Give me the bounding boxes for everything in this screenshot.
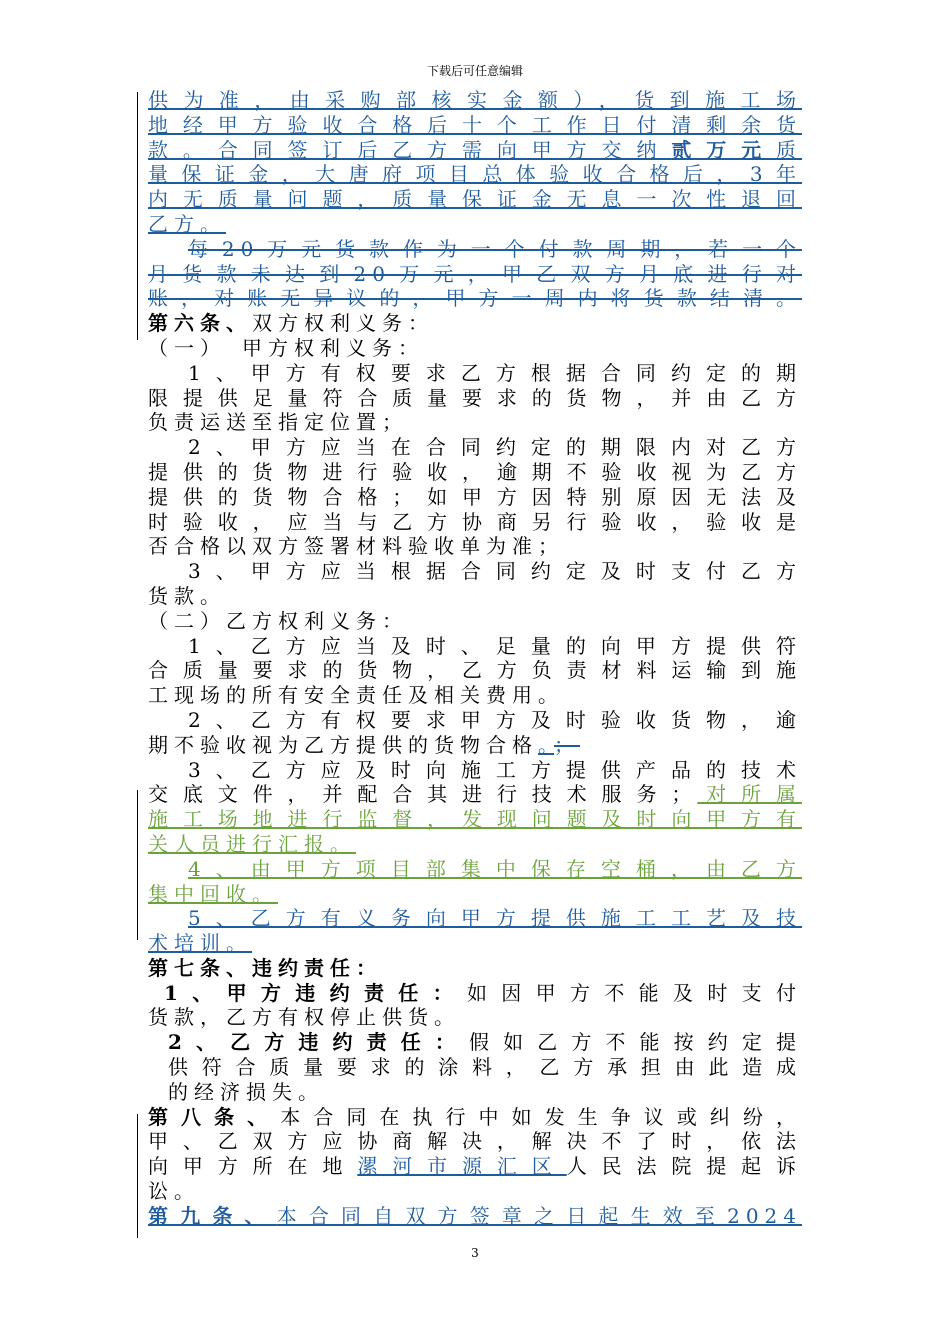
text-span: 质 bbox=[776, 137, 803, 162]
deleted-text: ； bbox=[554, 732, 580, 757]
text-line: 否合格以双方签署材料验收单为准； bbox=[148, 534, 564, 559]
change-bar bbox=[137, 1114, 138, 1238]
article-label: 第六条、 bbox=[148, 311, 252, 336]
text-line: 供符合质量要求的涂料，乙方承担由此造成 bbox=[168, 1055, 802, 1080]
text-span: 本合同自双方签章之日起生效至2024 bbox=[276, 1203, 802, 1228]
text-line: 乙方。 bbox=[148, 211, 226, 236]
text-line: 2、乙方有权要求甲方及时验收货物，逾 bbox=[188, 707, 802, 732]
article-title bbox=[148, 311, 802, 336]
contract-body bbox=[148, 88, 802, 1229]
text-line: 3、甲方应当根据合同约定及时支付乙方 bbox=[188, 559, 802, 584]
text-line bbox=[148, 981, 802, 1006]
text-line: 甲、乙双方应协商解决，解决不了时，依法 bbox=[148, 1129, 802, 1154]
deleted-line: 月货款未达到20万元，甲乙双方月底进行对 bbox=[148, 261, 802, 286]
text-line: 术培训。 bbox=[148, 931, 252, 956]
text-line: 货款，乙方有权停止供货。 bbox=[148, 1005, 460, 1030]
text-line: 3、乙方应及时向施工方提供产品的技术 bbox=[188, 757, 802, 782]
text-line bbox=[148, 138, 802, 163]
text-line: 货款。 bbox=[148, 583, 226, 608]
text-line bbox=[148, 1105, 802, 1130]
inserted-text: 漯河市源汇区 bbox=[357, 1154, 567, 1179]
text-line: 提供的货物合格；如甲方因特别原因无法及 bbox=[148, 484, 802, 509]
text-line bbox=[148, 782, 802, 807]
text-span: 款。合同签订后乙方需向甲方交纳 bbox=[148, 137, 672, 162]
text-line: 的经济损失。 bbox=[168, 1079, 324, 1104]
article-heading: 双方权利义务： bbox=[252, 311, 434, 336]
inserted-text: 。 bbox=[538, 732, 554, 757]
text-span: 本合同在执行中如发生争议或纠纷， bbox=[280, 1104, 803, 1129]
deleted-line: 账，对账无异议的，甲方一周内将货款结清。 bbox=[148, 286, 802, 311]
article-title: 第七条、违约责任： bbox=[148, 955, 382, 980]
change-bar bbox=[137, 92, 138, 340]
clause-label: 1、甲方违约责任： bbox=[164, 980, 467, 1005]
text-line: 讼。 bbox=[148, 1179, 200, 1204]
text-span: 假如乙方不能按约定提 bbox=[468, 1030, 803, 1055]
text-line: 量保证金，大唐府项目总体验收合格后，3年 bbox=[148, 162, 802, 187]
article-label: 第九条、 bbox=[148, 1203, 277, 1228]
text-line: 提供的货物进行验收，逾期不验收视为乙方 bbox=[148, 459, 802, 484]
text-line: 时验收，应当与乙方协商另行验收，验收是 bbox=[148, 509, 802, 534]
text-line: 供为准，由采购部核实金额），货到施工场 bbox=[148, 88, 802, 112]
change-bar bbox=[137, 790, 138, 940]
text-line: 合质量要求的货物，乙方负责材料运输到施 bbox=[148, 658, 802, 683]
text-span: 人民法院提起诉 bbox=[566, 1154, 803, 1179]
text-span: 期不验收视为乙方提供的货物合格 bbox=[148, 732, 538, 757]
section-heading: （二）乙方权利义务： bbox=[148, 608, 408, 633]
text-span: 如因甲方不能及时支付 bbox=[466, 980, 803, 1005]
page-number: 3 bbox=[471, 1246, 479, 1260]
article-label: 第八条、 bbox=[148, 1104, 281, 1129]
clause-label: 2、乙方违约责任： bbox=[168, 1030, 469, 1055]
text-line: 负责运送至指定位置； bbox=[148, 410, 408, 435]
text-line: 关人员进行汇报。 bbox=[148, 831, 356, 856]
deleted-line: 每20万元货款作为一个付款周期，若一个 bbox=[188, 236, 802, 261]
text-line: 1、乙方应当及时、足量的向甲方提供符 bbox=[188, 633, 802, 658]
text-line: 集中回收。 bbox=[148, 881, 278, 906]
text-line: 地经甲方验收合格后十个工作日付清剩余货 bbox=[148, 112, 802, 137]
text-span: 向甲方所在地 bbox=[148, 1154, 358, 1179]
text-line bbox=[148, 1204, 802, 1229]
text-span: 交底文件，并配合其进行技术服务； bbox=[148, 782, 698, 807]
text-line: 工现场的所有安全责任及相关费用。 bbox=[148, 683, 564, 708]
text-line: 1、甲方有权要求乙方根据合同约定的期 bbox=[188, 360, 802, 385]
text-line bbox=[148, 1154, 802, 1179]
text-line bbox=[148, 1030, 802, 1055]
text-line: 4、由甲方项目部集中保存空桶，由乙方 bbox=[188, 856, 802, 881]
text-line: 2、甲方应当在合同约定的期限内对乙方 bbox=[188, 435, 802, 460]
text-line: 5、乙方有义务向甲方提供施工工艺及技 bbox=[188, 906, 802, 931]
page-header: 下载后可任意编辑 bbox=[426, 64, 523, 78]
text-line: 限提供足量符合质量要求的货物，并由乙方 bbox=[148, 385, 802, 410]
text-line: 施工场地进行监督，发现问题及时向甲方有 bbox=[148, 807, 802, 832]
amount-text: 贰万元 bbox=[671, 137, 777, 162]
inserted-text: 对所属 bbox=[697, 782, 803, 807]
text-line bbox=[148, 733, 802, 758]
text-line: 内无质量问题，质量保证金无息一次性退回 bbox=[148, 187, 802, 212]
section-heading: （一） 甲方权利义务： bbox=[148, 335, 424, 360]
